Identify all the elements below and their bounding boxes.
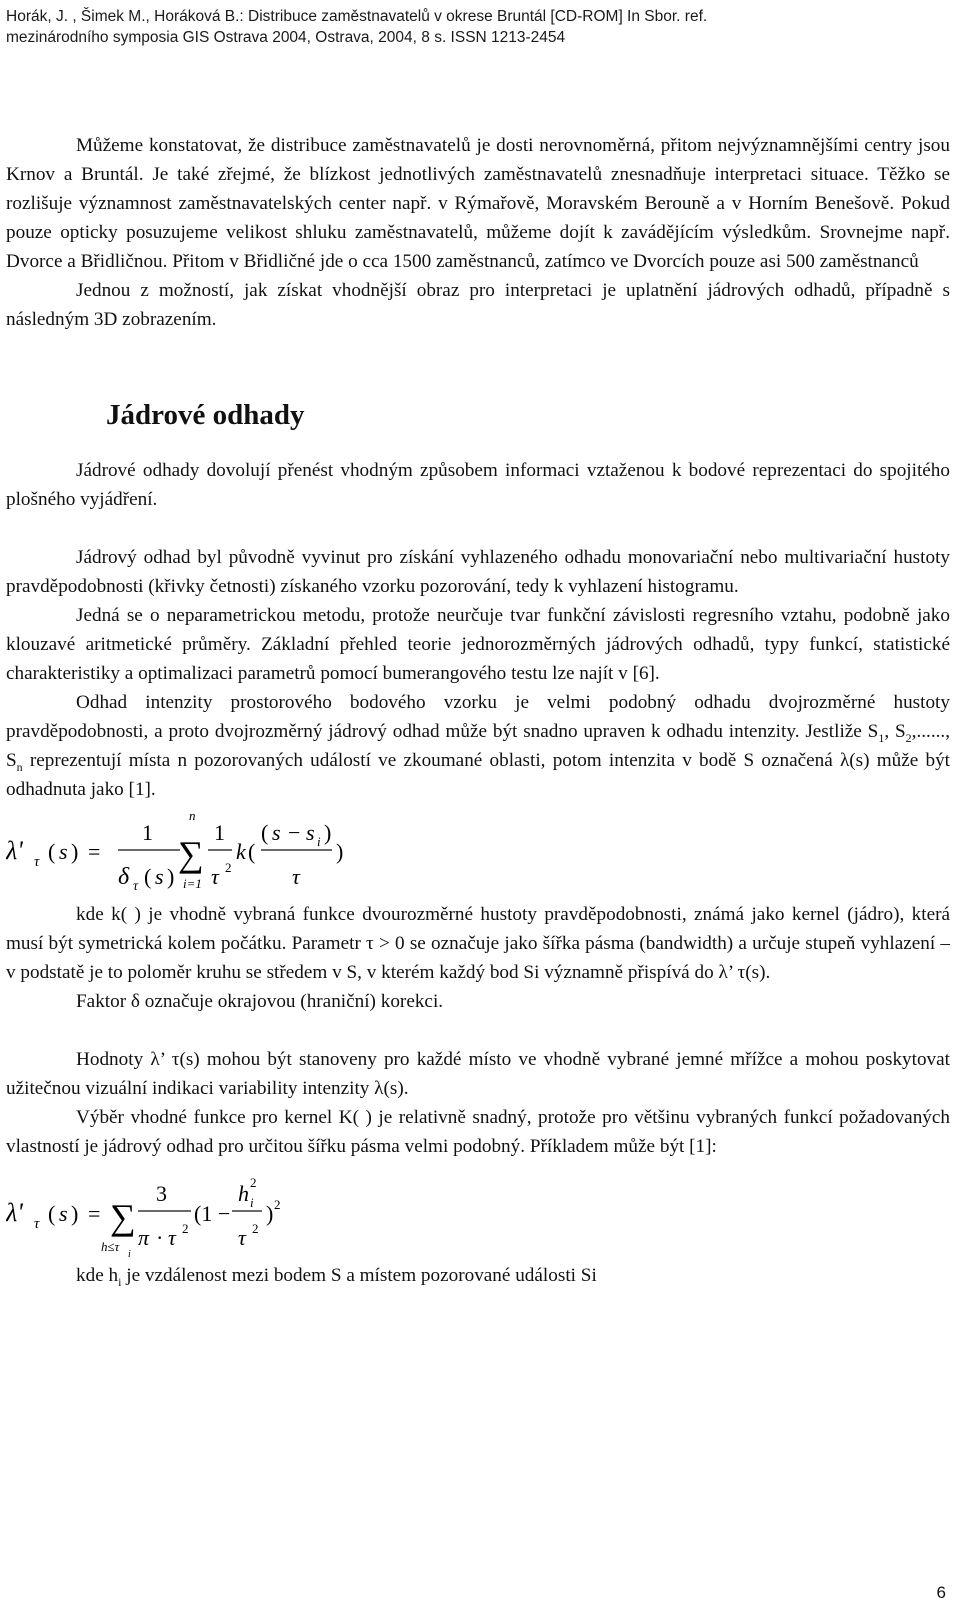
svg-text:2: 2 <box>182 1221 189 1236</box>
svg-text:): ) <box>71 839 79 864</box>
formula-delta: δ <box>118 864 130 890</box>
svg-text:·: · <box>156 1225 164 1250</box>
svg-text:s: s <box>155 864 164 889</box>
svg-text:i: i <box>128 1249 131 1260</box>
page-number: 6 <box>936 1583 946 1602</box>
svg-text:τ: τ <box>211 864 219 889</box>
formula-lambda: λ' <box>6 836 23 865</box>
svg-text:): ) <box>336 839 344 864</box>
svg-text:s: s <box>306 820 315 845</box>
formula2-lambda: λ' <box>6 1198 23 1227</box>
formula-i-eq-1: i=1 <box>183 876 202 891</box>
svg-text:τ: τ <box>238 1225 246 1250</box>
formula2-h: h <box>238 1181 249 1206</box>
svg-text:s: s <box>59 839 68 864</box>
formula-one: 1 <box>142 820 153 845</box>
svg-text:τ: τ <box>292 864 300 889</box>
paragraph-distribution: Můžeme konstatovat, že distribuce zaměstnavatelů je dosti nerovnoměrná, přitom nejvýznamnějšími centry jsou Krnov a Bruntál. Je také zřejmé, že blízkost jednotlivých zaměstnavatelů znesnadňuje interpretaci situace. Těžko se rozlišuje významnost zaměstnavatelských center např. v Rýmařově, Moravském Berouně a v Horním Benešově. Pokud pouze opticky posuzujeme velikost shluku zaměstnavatelů, můžeme dojít k zavádějícím výsledkům. Srovnejme např. Dvorce a Břidličnou. Přitom v Břidličné jde o cca 1500 zaměstnanců, zatímco ve Dvorcích pouze asi 500 zaměstnanců <box>6 135 950 272</box>
formula-n: n <box>189 808 196 823</box>
formula-sigma: ∑ <box>178 834 204 874</box>
svg-text:2: 2 <box>225 860 232 875</box>
svg-text:(: ( <box>261 820 269 845</box>
paragraph-grid-values: Hodnoty λ’ τ(s) mohou být stanoveny pro každé místo ve vhodně vybrané jemné mřížce a mohou poskytovat užitečnou vizuální indikaci variability intenzity λ(s). <box>6 1049 950 1099</box>
formula-k: k <box>236 839 246 864</box>
paragraph-kernel-history: Jádrový odhad byl původně vyvinut pro získání vyhlazeného odhadu monovariační nebo multivariační hustoty pravděpodobnosti (křivky četnosti) získaného vzorku pozorování, tedy k vyhlazení histogramu. <box>6 547 950 597</box>
citation-header <box>6 6 946 48</box>
formula2-pi: π <box>138 1225 150 1250</box>
svg-text:): ) <box>324 820 332 845</box>
paragraph-nonparametric: Jedná se o neparametrickou metodu, protože neurčuje tvar funkční závislosti regresního vztahu, podobně jako klouzavé aritmetické průměry. Základní přehled teorie jednorozměrných jádrových odhadů, typy funkcí, statistické charakteristiky a optimalizaci parametrů pomocí bumerangového testu lze najít v [6]. <box>6 605 950 684</box>
formula2-h-le-tau: h≤τ <box>101 1239 120 1254</box>
svg-text:s: s <box>59 1201 68 1226</box>
paragraph-intensity: Odhad intenzity prostorového bodového vzorku je velmi podobný odhadu dvojrozměrné hustoty pravděpodobnosti, a proto dvojrozměrný jádrový odhad může být snadno upraven k odhadu intenzity. Jestliže $S_1$, $S_2$,......, $S_n$ reprezentují místa n pozorovaných událostí ve zkoumané oblasti, potom intenzita v bodě S označená λ(s) může být odhadnuta jako [1]. <box>6 692 951 800</box>
paragraph-distance-definition: kde $h_i$ je vzdálenost mezi bodem S a místem pozorované události Si <box>76 1265 597 1289</box>
svg-text:(: ( <box>48 1201 56 1226</box>
svg-text:2: 2 <box>250 1175 257 1190</box>
svg-text:1: 1 <box>214 820 225 845</box>
paragraph-kernel-option: Jednou z možností, jak získat vhodnější obraz pro interpretaci je uplatnění jádrových odhadů, případně s následným 3D zobrazením. <box>6 280 950 330</box>
svg-text:): ) <box>71 1201 79 1226</box>
formula2-one-minus: (1 − <box>194 1201 231 1226</box>
section-heading: Jádrové odhady <box>106 399 305 431</box>
paragraph-edge-correction: Faktor δ označuje okrajovou (hraniční) korekci. <box>76 991 444 1012</box>
paragraph-kernel-definition: kde k( ) je vhodně vybraná funkce dvourozměrné hustoty pravděpodobnosti, známá jako kernel (jádro), která musí být symetrická kolem počátku. Parametr τ > 0 se označuje jako šířka pásma (bandwidth) a určuje stupeň vyhlazení – v podstatě je to poloměr kruhu se středem v S, v kterém každý bod Si významně přispívá do λ’ τ(s). <box>6 904 950 983</box>
formula-tau-sub: τ <box>34 854 40 870</box>
svg-text:i: i <box>250 1195 254 1210</box>
paragraph-kernel-choice: Výběr vhodné funkce pro kernel K( ) je relativně snadný, protože pro většinu vybraných funkcí požadovaných vlastností je jádrový odhad pro určitou šířku pásma velmi podobný. Příkladem může být [1]: <box>6 1107 950 1157</box>
svg-text:): ) <box>266 1201 274 1226</box>
svg-text:(: ( <box>248 839 256 864</box>
svg-text:=: = <box>88 839 101 864</box>
formula2-sigma: ∑ <box>110 1197 136 1237</box>
citation-line-2: mezinárodního symposia GIS Ostrava 2004, Ostrava, 2004, 8 s. ISSN 1213-2454 <box>6 29 566 46</box>
svg-text:τ: τ <box>168 1225 176 1250</box>
svg-text:): ) <box>167 864 175 889</box>
intensity-formula <box>6 804 950 900</box>
svg-text:τ: τ <box>133 879 139 894</box>
svg-text:i: i <box>317 834 321 849</box>
svg-text:(: ( <box>144 864 152 889</box>
svg-text:=: = <box>88 1201 101 1226</box>
svg-text:τ: τ <box>34 1216 40 1232</box>
document-body <box>6 131 950 1290</box>
kernel-example-formula <box>6 1171 950 1261</box>
paragraph-kernel-intro: Jádrové odhady dovolují přenést vhodným způsobem informaci vztaženou k bodové reprezentaci do spojitého plošného vyjádření. <box>6 460 950 510</box>
svg-text:2: 2 <box>252 1221 259 1236</box>
svg-text:s: s <box>272 820 281 845</box>
formula2-three: 3 <box>156 1181 167 1206</box>
svg-text:(: ( <box>48 839 56 864</box>
svg-text:−: − <box>288 820 301 845</box>
citation-line-1: Horák, J. , Šimek M., Horáková B.: Distribuce zaměstnavatelů v okrese Bruntál [CD-ROM] In Sbor. ref. <box>6 8 708 25</box>
svg-text:2: 2 <box>274 1197 281 1212</box>
